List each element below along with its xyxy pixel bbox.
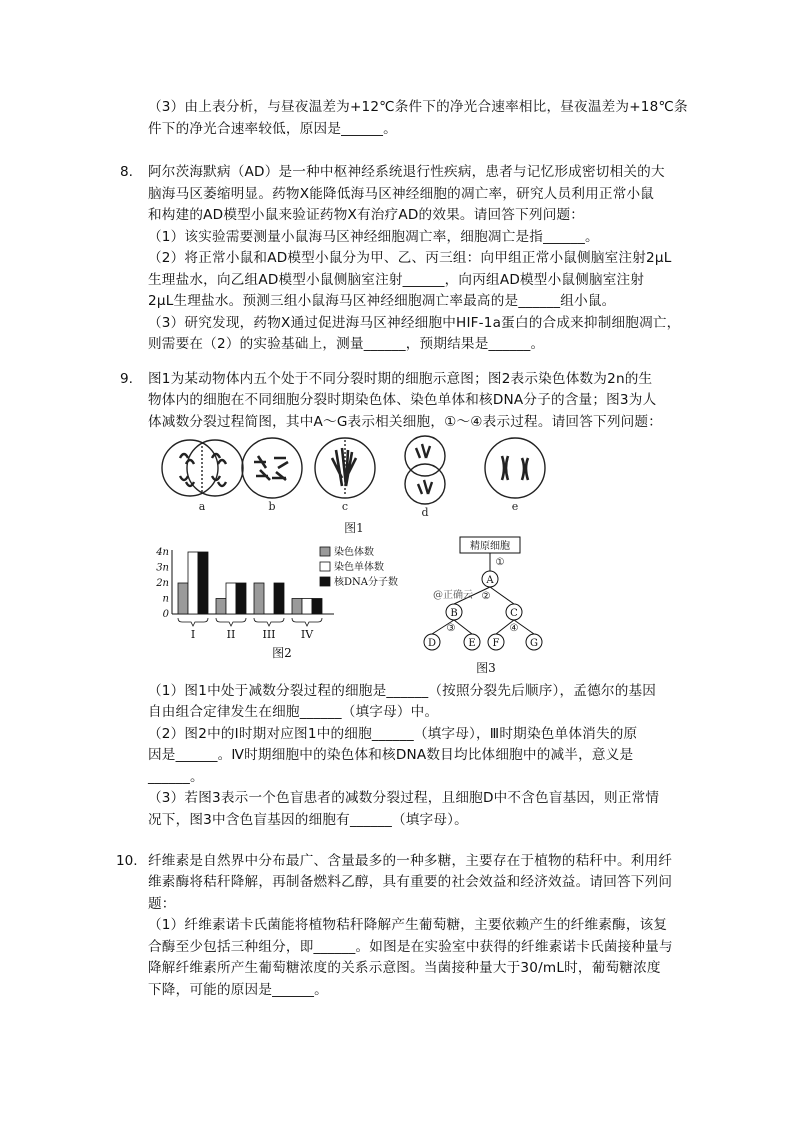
q10-line-6: 降解纤维素所产生葡萄糖浓度的关系示意图。当菌接种量大于30/mL时，葡萄糖浓度	[148, 960, 661, 976]
q10-line-2: 维素酶将秸秆降解，再制备燃料乙醇，具有重要的社会效益和经济效益。请回答下列问	[148, 874, 673, 890]
fig3-node-d: D	[427, 638, 437, 649]
q8-line-3: 和构建的AD模型小鼠来验证药物X有治疗AD的效果。请回答下列问题：	[148, 207, 585, 223]
q8-line-9: 则需要在（2）的实验基础上，测量______，预期结果是______。	[148, 336, 545, 352]
fig2-bar	[292, 599, 302, 615]
cell-e-illustration	[485, 438, 545, 498]
q9-line-3: 体减数分裂过程简图，其中A～G表示相关细胞，①～④表示过程。请回答下列问题：	[148, 414, 662, 430]
fig1-label-e: e	[511, 500, 519, 513]
q10-line-4: （1）纤维素诺卡氏菌能将植物秸秆降解产生葡萄糖，主要依赖产生的纤维素酶，该复	[148, 917, 668, 933]
fig3-watermark: @正确云	[433, 590, 473, 601]
fig3-node-c: C	[510, 608, 518, 619]
fig2-bar	[254, 583, 264, 614]
q7-line-2: 件下的净光合速率较低，原因是______。	[148, 121, 397, 137]
fig2-xlabel: I	[190, 628, 196, 641]
q10-line-1: 纤维素是自然界中分布最广、含量最多的一种多糖，主要存在于植物的秸秆中。利用纤	[148, 853, 673, 869]
fig2-bar	[178, 583, 188, 614]
q8-line-8: （3）研究发现，药物X通过促进海马区神经细胞中HIF-1a蛋白的合成来抑制细胞凋亡，	[148, 315, 681, 331]
fig1-label-c: c	[341, 500, 349, 513]
q9-answer-line-6: （3）若图3表示一个色盲患者的减数分裂过程，且细胞D中不含色盲基因，则正常情	[148, 790, 660, 806]
q10-line-3: 题：	[148, 896, 176, 912]
figure-1	[160, 428, 560, 540]
q10-line-5: 合酶至少包括三种组分，即______。如图是在实验室中获得的纤维素诺卡氏菌接种量与	[148, 939, 673, 955]
fig2-bar	[274, 583, 284, 614]
fig2-ytick: n	[162, 593, 169, 605]
fig2-ytick: 3n	[156, 562, 169, 574]
q9-line-2: 物体内的细胞在不同细胞分裂时期染色体、染色单体和核DNA分子的含量；图3为人	[148, 392, 657, 408]
figure-2-chart	[148, 540, 398, 662]
fig1-label-b: b	[268, 500, 276, 513]
fig2-caption: 图2	[272, 646, 292, 660]
q8-number: 8.	[120, 164, 133, 180]
q7-line-1: （3）由上表分析，与昼夜温差为+12℃条件下的净光合速率相比，昼夜温差为+18℃条	[148, 99, 688, 115]
q9-answer-line-2: 自由组合定律发生在细胞______（填字母）中。	[148, 704, 439, 720]
fig3-node-f: F	[492, 638, 500, 649]
fig3-step-2: ②	[481, 591, 491, 602]
fig3-caption: 图3	[476, 661, 496, 675]
fig2-bar	[198, 552, 208, 614]
q10-line-7: 下降，可能的原因是______。	[148, 982, 328, 998]
fig2-legend-label: 核DNA分子数	[334, 577, 398, 588]
fig1-caption: 图1	[344, 521, 364, 535]
fig2-ytick: 0	[162, 609, 169, 620]
fig2-legend-swatch	[320, 547, 330, 556]
fig2-legend-label: 染色单体数	[334, 562, 384, 573]
fig3-node-g: G	[530, 638, 538, 649]
fig3-step-1: ①	[495, 557, 505, 568]
q9-answer-line-7: 况下，图3中含色盲基因的细胞有______（填字母）。	[148, 812, 468, 828]
fig2-legend-label: 染色体数	[334, 547, 374, 558]
q8-line-7: 2μL生理盐水。预测三组小鼠海马区神经细胞凋亡率最高的是______组小鼠。	[148, 293, 616, 309]
q9-answer-line-1: （1）图1中处于减数分裂过程的细胞是______（按照分裂先后顺序），孟德尔的基因	[148, 683, 657, 699]
figure-3-diagram	[418, 534, 558, 679]
q10-number: 10.	[116, 853, 138, 869]
q9-answer-line-3: （2）图2中的Ⅰ时期对应图1中的细胞______（填字母），Ⅲ时期染色单体消失的原	[148, 726, 638, 742]
fig3-node-e: E	[468, 638, 476, 649]
fig1-label-d: d	[421, 506, 429, 519]
fig3-step-4: ④	[509, 623, 519, 634]
cell-b-illustration	[242, 438, 302, 498]
fig3-root: 精原细胞	[470, 541, 510, 552]
q8-line-5: （2）将正常小鼠和AD模型小鼠分为甲、乙、丙三组：向甲组正常小鼠侧脑室注射2μL	[148, 250, 672, 266]
fig2-bar	[188, 552, 198, 614]
cell-d-illustration	[405, 436, 445, 504]
cell-c-illustration	[315, 438, 375, 498]
fig2-xlabel: IV	[300, 628, 314, 641]
q8-line-1: 阿尔茨海默病（AD）是一种中枢神经系统退行性疾病，患者与记忆形成密切相关的大	[148, 164, 665, 180]
fig3-node-b: B	[450, 608, 458, 619]
fig2-xlabel: III	[262, 628, 276, 641]
q9-answer-line-4: 因是______。Ⅳ时期细胞中的染色体和核DNA数目均比体细胞中的减半，意义是	[148, 747, 634, 763]
q9-answer-line-5: ______。	[148, 769, 204, 785]
fig2-brace	[292, 618, 322, 626]
q8-line-2: 脑海马区萎缩明显。药物X能降低海马区神经细胞的凋亡率，研究人员利用正常小鼠	[148, 186, 655, 202]
fig2-brace	[254, 618, 284, 626]
fig2-bar	[236, 583, 246, 614]
fig2-bar	[226, 583, 236, 614]
q9-number: 9.	[120, 371, 133, 387]
fig2-bar	[216, 599, 226, 615]
q8-line-4: （1）该实验需要测量小鼠海马区神经细胞凋亡率，细胞凋亡是指______。	[148, 229, 599, 245]
fig3-node-a: A	[486, 575, 494, 586]
fig3-step-3: ③	[446, 623, 456, 634]
fig2-xlabel: II	[226, 628, 236, 641]
fig2-bar	[302, 599, 312, 615]
q8-line-6: 生理盐水，向乙组AD模型小鼠侧脑室注射______，向丙组AD模型小鼠侧脑室注射	[148, 272, 645, 288]
fig2-legend-swatch	[320, 562, 330, 571]
fig2-ytick: 4n	[156, 547, 169, 558]
fig1-label-a: a	[198, 500, 206, 513]
fig2-brace	[178, 618, 208, 626]
fig2-ytick: 2n	[156, 578, 169, 589]
fig2-bar	[312, 599, 322, 615]
fig2-brace	[216, 618, 246, 626]
q9-line-1: 图1为某动物体内五个处于不同分裂时期的细胞示意图；图2表示染色体数为2n的生	[148, 371, 653, 387]
fig2-legend-swatch	[320, 577, 330, 586]
cell-a-illustration	[162, 440, 243, 496]
